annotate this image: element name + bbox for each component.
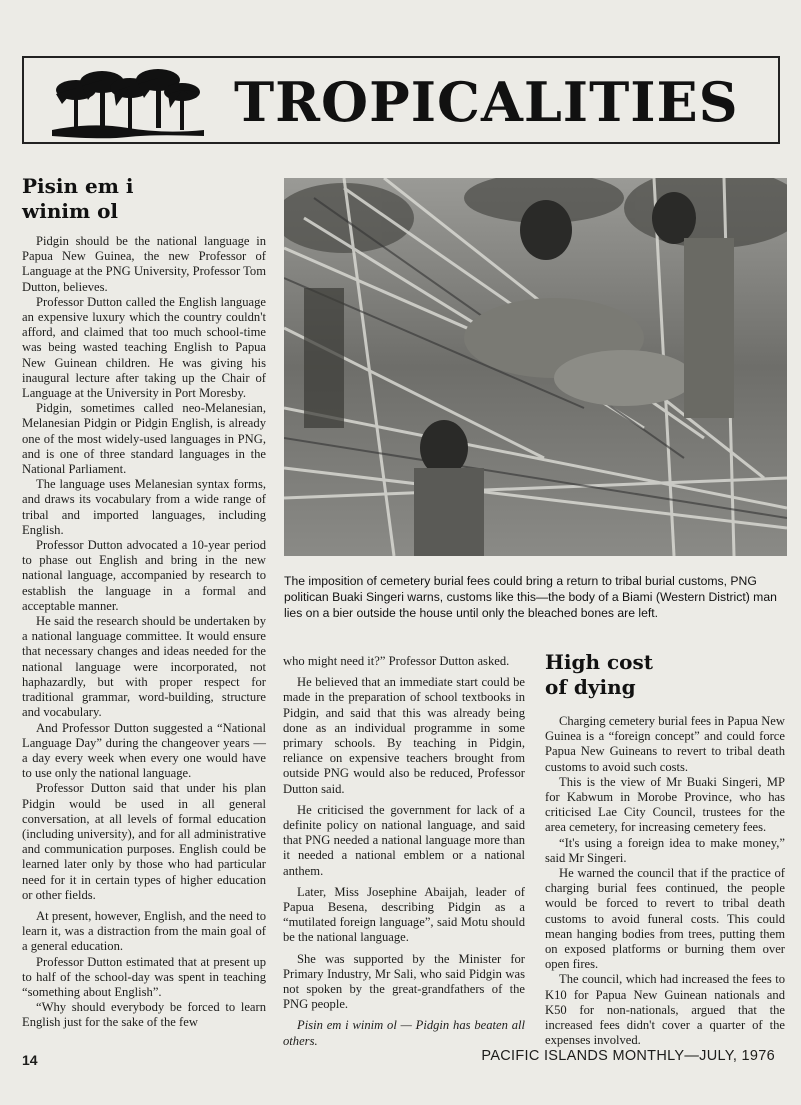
closing-line: Pisin em i winim ol — Pidgin has beaten all others. bbox=[283, 1018, 525, 1048]
paragraph: Pidgin should be the national language in Papua New Guinea, the new Professor of Language at the PNG University, Professor Tom Dutton, believes. bbox=[22, 234, 266, 294]
paragraph: He believed that an immediate start could be made in the preparation of school textbooks in Pidgin, and said that this was already being done as an individual programme in some primary schools. By teaching in Pidgin, reliance on expensive teachers brought from outside PNG would also be reduced, Professor Dutton said. bbox=[283, 675, 525, 796]
paragraph: Pidgin, sometimes called neo-Melanesian, Melanesian Pidgin or Pidgin English, is already one of the most widely-used languages in PNG, and is one of three standard languages in the National Parliament. bbox=[22, 401, 266, 477]
palm-trees-icon bbox=[52, 64, 204, 140]
paragraph: who might need it?” Professor Dutton asked. bbox=[283, 654, 510, 668]
article-cost-of-dying bbox=[545, 650, 785, 1048]
paragraph: She was supported by the Minister for Primary Industry, Mr Sali, who said Pidgin was not spoken by the great-grandfathers of the PNG people. bbox=[283, 951, 525, 1012]
section-title: TROPICALITIES bbox=[234, 70, 739, 134]
paragraph: This is the view of Mr Buaki Singeri, MP for Kabwum in Morobe Province, who has criticised Lae City Council, trustees for the area cemetery, for increasing cemetery fees. bbox=[545, 774, 785, 835]
article-pidgin-column-2 bbox=[283, 654, 525, 1049]
photo-caption: The imposition of cemetery burial fees could bring a return to tribal burial customs, PNG politican Buaki Singeri warns, customs like this—the body of a Biami (Western District) man lies on a bier outside the house until only the bleached bones are left. bbox=[284, 574, 777, 620]
paragraph: And Professor Dutton suggested a “National Language Day” during the changeover years — a day every week when every one would have to use only the national language. bbox=[22, 720, 266, 781]
publication-footer: PACIFIC ISLANDS MONTHLY—JULY, 1976 bbox=[481, 1048, 775, 1064]
paragraph: Professor Dutton estimated that at present up to half of the school-day was spent in teaching “something about English”. bbox=[22, 954, 266, 999]
article-cost-headline: High cost of dying bbox=[545, 650, 653, 699]
paragraph: Professor Dutton called the English language an expensive luxury which the country couldn't afford, and claimed that too much school-time was being wasted teaching English to Papua New Guinean children. He was giving his inaugural lecture after taking up the Chair of Language at the University in Port Moresby. bbox=[22, 294, 266, 401]
paragraph: “Why should everybody be forced to learn English just for the sake of the few bbox=[22, 1000, 266, 1030]
paragraph: The council, which had increased the fees to K10 for Papua New Guinean nationals and K50 for non-nationals, argued that the increased fees didn't cover a quarter of the expenses involved. bbox=[545, 972, 785, 1048]
page-number: 14 bbox=[22, 1052, 38, 1068]
burial-photo bbox=[284, 178, 787, 556]
burial-photo-image bbox=[284, 178, 787, 556]
paragraph: Later, Miss Josephine Abaijah, leader of Papua Besena, describing Pidgin as a “mutilated foreign language”, said Motu should be the national language. bbox=[283, 884, 525, 945]
article-pidgin-headline: Pisin em i winim ol bbox=[22, 174, 134, 223]
paragraph: At present, however, English, and the need to learn it, was a distraction from the main goal of a general education. bbox=[22, 908, 266, 954]
paragraph: The language uses Melanesian syntax forms, and draws its vocabulary from a wide range of tribal and imported languages, including English. bbox=[22, 477, 266, 537]
paragraph: He criticised the government for lack of a definite policy on national language, and said that PNG needed a national language more than it needed a national emblem or a national anthem. bbox=[283, 802, 525, 878]
masthead-banner bbox=[22, 56, 780, 144]
article-pidgin-column-1 bbox=[22, 174, 266, 1031]
paragraph: He said the research should be undertaken by a national language committee. It would ensure that necessary changes and ideas needed for the national language were incorporated, not haphazardly, but with proper respect for traditional grammar, word-building, structure and vocabulary. bbox=[22, 614, 266, 720]
paragraph: “It's using a foreign idea to make money,” said Mr Singeri. bbox=[545, 835, 785, 865]
paragraph: Professor Dutton advocated a 10-year period to phase out English and bring in the new national language, accompanied by research to establish the language in a formal and acceptable manner. bbox=[22, 538, 266, 613]
paragraph: Charging cemetery burial fees in Papua New Guinea is a “foreign concept” and could force Papua New Guineans to revert to tribal death customs to avoid such costs. bbox=[545, 714, 785, 774]
paragraph: He warned the council that if the practice of charging burial fees continued, the people would be forced to revert to tribal death customs to avoid funeral costs. This could mean hanging bodies from trees, putting them on exposed platforms or burning them over open fires. bbox=[545, 866, 785, 972]
paragraph: Professor Dutton said that under his plan Pidgin would be used in all general conversation, at all levels of formal education (including university), and for all administrative and communication purposes. English could be learned later only by those who had particular need for it in certain types of higher education or other fields. bbox=[22, 781, 266, 902]
